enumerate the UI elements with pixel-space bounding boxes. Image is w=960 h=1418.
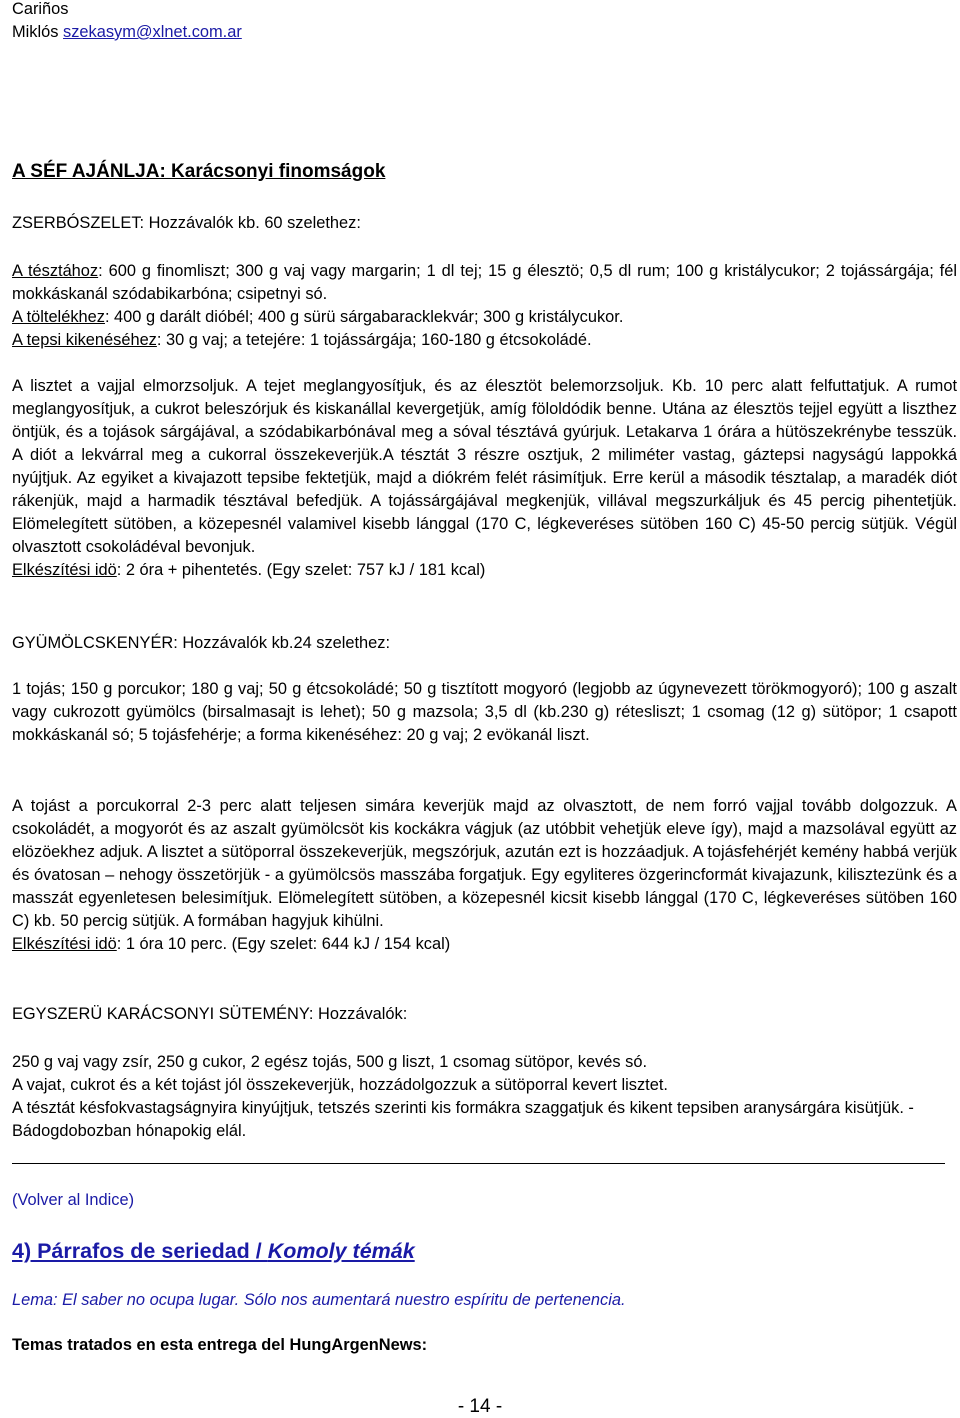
recipe1-time: Elkészítési idö: 2 óra + pihentetés. (Egy szelet: 757 kJ / 181 kcal) <box>12 561 486 579</box>
recipe3-title: EGYSZERÜ KARÁCSONYI SÜTEMÉNY: Hozzávalók: <box>12 1005 408 1023</box>
recipe2-time: Elkészítési idö: 1 óra 10 perc. (Egy szelet: 644 kJ / 154 kcal) <box>12 935 451 953</box>
topics-heading: Temas tratados en esta entrega del HungArgenNews: <box>12 1336 428 1354</box>
horizontal-rule <box>12 1163 945 1164</box>
back-link-row <box>12 1189 957 1212</box>
sender-name: Miklós <box>12 23 59 41</box>
section4-title: 4) Párrafos de seriedad / Komoly témák <box>12 1239 415 1263</box>
greeting: Cariños <box>12 0 69 18</box>
recipe1-filling-ingredients: A töltelékhez: 400 g darált dióbél; 400 g sürü sárgabaracklekvár; 300 g kristálycukor. <box>12 308 624 326</box>
dough-label: A tésztához <box>12 262 99 280</box>
recipe1-ingredients <box>12 260 957 352</box>
recipe3-body <box>12 1051 957 1143</box>
email-link[interactable]: szekasym@xlnet.com.ar <box>63 23 242 41</box>
recipe1-pan-ingredients: A tepsi kikenéséhez: 30 g vaj; a tetejére: 1 tojássárgája; 160-180 g étcsokoládé. <box>12 331 592 349</box>
section-title: A SÉF AJÁNLJA: Karácsonyi finomságok <box>12 161 386 182</box>
sender-line <box>12 21 957 44</box>
recipe3-step1: A vajat, cukrot és a két tojást jól összekeverjük, hozzádolgozzuk a sütöporral kevert lisztet. <box>12 1076 668 1094</box>
pan-label: A tepsi kikenéséhez <box>12 331 157 349</box>
recipe2-ingredients: 1 tojás; 150 g porcukor; 180 g vaj; 50 g étcsokoládé; 50 g tisztított mogyoró (legjobb az úgynevezett törökmogyoró); 100 g aszalt vagy cukrozott gyümölcs (birsalmasajt is lehet); 50 g mazsola; 3,5 dl (kb.230 g) rétesliszt; 1 csomag (12 g) sütöpor; 1 csapott mokkáskanál só; 5 tojásfehérje; a forma kikenéséhez: 20 g vaj; 2 evökanál liszt. <box>12 680 957 744</box>
time-label: Elkészítési idö <box>12 561 117 579</box>
page-number: - 14 - <box>457 1396 503 1417</box>
recipe3-step2: A tésztát késfokvastagságnyira kinyújtjuk, tetszés szerinti kis formákra szaggatjuk és kikent tepsiben aranysárgára kisütjük. - Bádogdobozban hónapokig elál. <box>12 1099 914 1140</box>
recipe3-ingredients: 250 g vaj vagy zsír, 250 g cukor, 2 egész tojás, 500 g liszt, 1 csomag sütöpor, kevés só. <box>12 1053 648 1071</box>
time-label: Elkészítési idö <box>12 935 117 953</box>
recipe2-title: GYÜMÖLCSKENYÉR: Hozzávalók kb.24 szelethez: <box>12 634 391 652</box>
recipe2-method: A tojást a porcukorral 2-3 perc alatt teljesen simára keverjük majd az olvasztott, de nem forró vajjal tovább dolgozzuk. A csokoládét, a mogyorót és az aszalt gyümölcsöt kis kockákra vágjuk (az utóbbit vehetjük eleve így), majd a mazsolával együtt az elözöekhez adjuk. A lisztet a sütöporral összekeverjük, megszórjuk, azután ezt is hozzáadjuk. A tojásfehérjét kemény habbá verjük és óvatosan – nehogy összetörjük - a gyümölcsös masszába forgatjuk. Egy egyliteres özgerincformát kivajazunk, kilisztezünk és a masszát egyenletesen belesimítjuk. Elömelegített sütöben, a közepesnél kicsit kisebb lánggal (170 C, légkeveréses sütöben 160 C) kb. 50 percig sütjük. A formában hagyjuk kihülni. Elkészítési idö: 1 óra 10 perc. (Egy szelet: 644 kJ / 154 kcal) <box>12 795 957 956</box>
recipe1-dough-ingredients: A tésztához: 600 g finomliszt; 300 g vaj vagy margarin; 1 dl tej; 15 g élesztö; 0,5 dl rum; 100 g kristálycukor; 2 tojássárgája; fél mokkáskanál szódabikarbóna; csipetnyi só. <box>12 262 957 303</box>
recipe1-title: ZSERBÓSZELET: Hozzávalók kb. 60 szelethez: <box>12 214 361 232</box>
header-block <box>12 0 957 44</box>
lema-line: Lema: El saber no ocupa lugar. Sólo nos aumentará nuestro espíritu de pertenencia. <box>12 1291 626 1309</box>
back-to-index-link[interactable]: (Volver al Indice) <box>12 1191 135 1209</box>
filling-label: A töltelékhez <box>12 308 105 326</box>
recipe1-method: A lisztet a vajjal elmorzsoljuk. A tejet meglangyosítjuk, és az élesztöt belemorzsoljuk. Kb. 10 perc alatt felfuttatjuk. A rumot meglangyosítjuk, a cukrot beleszórjuk és kiskanállal kevergetjük, amíg föloldódik benne. Utána az élesztös tejjel együtt a liszthez öntjük, és a tojások sárgájával, a szódabikarbónával meg a sóval tésztává gyúrjuk. Letakarva 1 órára a hütöszekrénybe tesszük. A diót a lekvárral meg a cukorral összekeverjük.A tésztát 3 részre osztjuk, 2 miliméter vastag, gáztepsi nagyságú lappokká nyújtjuk. Az egyiket a kivajazott tepsibe fektetjük, majd a diókrém felét rásimítjuk. Erre kerül a második tésztalap, a maradék diót rákenjük, majd a harmadik tésztával befedjük. A tojássárgájával megkenjük, villával megszurkáljuk és 45 percig pihentetjük. Elömelegített sütöben, a közepesnél valamivel kisebb lánggal (170 C, légkeveréses sütöben 160 C) 45-50 percig sütjük. Végül olvasztott csokoládéval bevonjuk. Elkészítési idö: 2 óra + pihentetés. (Egy szelet: 757 kJ / 181 kcal) <box>12 375 957 582</box>
